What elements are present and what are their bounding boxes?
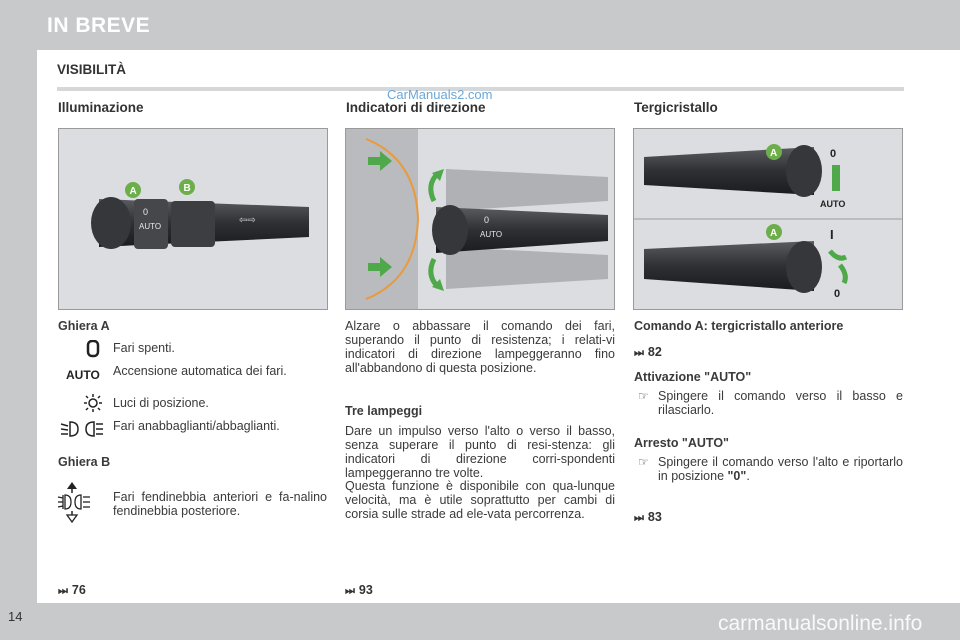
wiper-label-a-top: A <box>770 148 778 159</box>
wiper-zero-bottom: 0 <box>834 288 841 300</box>
svg-text:0: 0 <box>484 215 490 225</box>
page-number: 14 <box>8 609 23 624</box>
item-b-text: Fari fendinebbia anteriori e fa-nalino fendinebbia posteriore. <box>113 490 327 518</box>
ref-lighting[interactable] <box>58 583 86 598</box>
pointing-hand-icon: ☞ <box>638 389 649 403</box>
wiper-auto-label: AUTO <box>820 199 846 209</box>
section-title: VISIBILITÀ <box>57 62 127 77</box>
page-header-title: IN BREVE <box>47 14 151 37</box>
wiper-label-a-bottom: A <box>770 228 778 239</box>
ref-arrow-icon: ⏭ <box>634 512 644 524</box>
indicators-desc2: Dare un impulso verso l'alto o verso il basso, senza superare il punto di resi-stenza: gli indicatori di direzione corri-spondenti lampeggeranno tre volte. <box>345 424 615 480</box>
indicators-title: Indicatori di direzione <box>346 100 486 115</box>
stop-text-bold: "0" <box>727 469 747 483</box>
stop-text-end: . <box>746 469 750 483</box>
indicators-desc3: Questa funzione è disponibile con qua-lunque velocità, ma è utile soprattutto per cambi di corsia sulle strade ad ele-vata percorrenza. <box>345 479 615 521</box>
svg-text:0: 0 <box>143 207 149 217</box>
position-lights-icon <box>83 394 103 412</box>
svg-text:AUTO: AUTO <box>139 222 162 231</box>
ref-wipers-1-number: 82 <box>647 345 662 359</box>
wipers-photo <box>633 128 903 310</box>
auto-icon: AUTO <box>66 368 100 382</box>
ref-arrow-icon: ⏭ <box>58 585 68 597</box>
pointing-hand-icon: ☞ <box>638 455 649 469</box>
low-high-beam-icon <box>60 420 104 438</box>
label-b-text: B <box>183 183 191 194</box>
stop-text-main: Spingere il comando verso l'alto e riportarlo in posizione <box>658 455 903 483</box>
indicators-photo <box>345 128 615 310</box>
wipers-command: Comando A: tergicristallo anteriore <box>634 319 844 333</box>
item-a-position-text: Luci di posizione. <box>113 396 209 410</box>
svg-text:AUTO: AUTO <box>480 230 503 239</box>
ref-wipers-2-number: 83 <box>647 510 662 524</box>
item-a-beam-text: Fari anabbaglianti/abbaglianti. <box>113 419 280 433</box>
indicators-desc: Alzare o abbassare il comando dei fari, superando il punto di resistenza; i relati-vi indicatori di direzione lampeggeranno fino all'abbandono di questa posizione. <box>345 319 615 375</box>
activation-text: Spingere il comando verso il basso e rilasciarlo. <box>658 389 903 417</box>
ref-indicators-number: 93 <box>358 583 373 597</box>
ring-b-title: Ghiera B <box>58 455 111 469</box>
wiper-one-label: I <box>830 227 834 242</box>
stop-text <box>658 455 903 483</box>
ref-indicators[interactable] <box>345 583 373 598</box>
svg-text:⇦⇨: ⇦⇨ <box>239 215 256 226</box>
ring-a-title: Ghiera A <box>58 319 110 333</box>
lighting-title: Illuminazione <box>58 100 144 115</box>
ref-arrow-icon: ⏭ <box>345 585 355 597</box>
ref-wipers-1[interactable] <box>634 345 662 360</box>
fog-lights-icon <box>57 481 93 523</box>
item-a-auto-text: Accensione automatica dei fari. <box>113 364 287 378</box>
lighting-photo <box>58 128 328 310</box>
stalk-end <box>91 197 131 249</box>
watermark-bottom: carmanualsonline.info <box>718 612 923 635</box>
ref-lighting-number: 76 <box>71 583 86 597</box>
label-a-text: A <box>129 186 137 197</box>
zero-icon <box>85 340 101 358</box>
ref-wipers-2[interactable] <box>634 510 662 525</box>
ref-arrow-icon: ⏭ <box>634 347 644 359</box>
stop-title: Arresto "AUTO" <box>634 436 729 450</box>
watermark-top: CarManuals2.com <box>387 87 493 102</box>
wipers-title: Tergicristallo <box>634 100 718 115</box>
activation-title: Attivazione "AUTO" <box>634 370 752 384</box>
item-a-off-text: Fari spenti. <box>113 341 175 355</box>
indicators-subtitle: Tre lampeggi <box>345 404 423 418</box>
wiper-zero-top: 0 <box>830 148 837 160</box>
